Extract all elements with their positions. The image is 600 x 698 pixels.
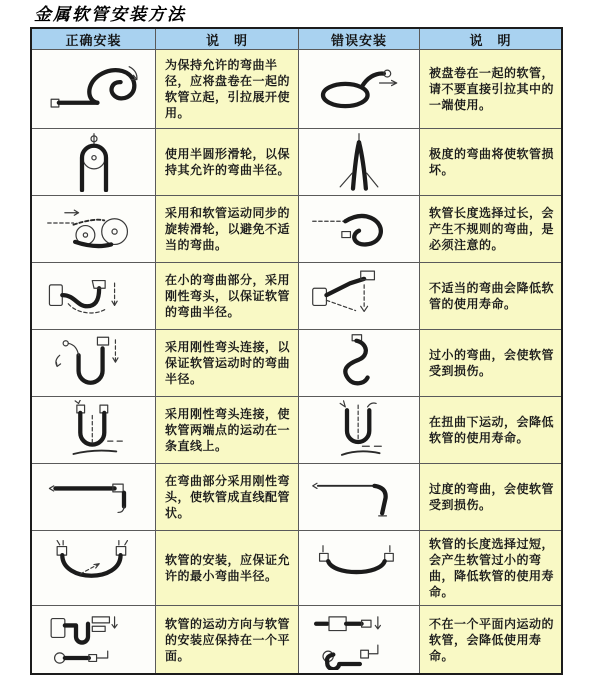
correct-description-cell [156,397,299,464]
correct-description-text: 在弯曲部分采用刚性弯头，使软管成直线配管状。 [165,474,291,520]
hose-twisted-motion-icon [303,400,415,460]
correct-diagram-cell [32,50,156,129]
wrong-description-text: 在扭曲下运动，会降低软管的使用寿命。 [429,415,555,445]
correct-description-text: 采用刚性弯头连接，以保证软管运动时的弯曲半径。 [165,340,291,386]
table-row [32,464,561,531]
wrong-diagram-cell [299,397,420,464]
correct-diagram-cell [32,129,156,196]
correct-diagram-cell [32,531,156,606]
correct-diagram-cell [32,606,156,673]
wrong-diagram-cell [299,50,420,129]
wrong-description-text: 过小的弯曲，会使软管受到损伤。 [429,348,555,378]
table-row [32,129,561,196]
table-row [32,531,561,606]
correct-diagram-cell [32,196,156,263]
hose-coil-upright-unroll-icon [38,59,150,119]
table-row [32,50,561,129]
wrong-description-text: 不适当的弯曲会降低软管的使用寿命。 [429,281,555,311]
correct-description-cell [156,129,299,196]
correct-diagram-cell [32,397,156,464]
wrong-description-cell [420,330,561,397]
hose-out-of-plane-motion-icon [303,610,415,670]
hose-rotating-pulleys-icon [38,199,150,259]
installation-methods-table [30,27,563,675]
wrong-diagram-cell [299,330,420,397]
header-description-left: 说 明 [156,29,299,50]
wrong-description-cell [420,397,561,464]
header-description-right: 说 明 [420,29,561,50]
hose-min-bend-radius-icon [38,538,150,598]
hose-rigid-elbow-connection-icon [38,333,150,393]
wrong-diagram-cell [299,263,420,330]
table-body [32,50,561,673]
correct-diagram-cell [32,464,156,531]
wrong-description-cell [420,129,561,196]
wrong-description-cell [420,531,561,606]
wrong-diagram-cell [299,531,420,606]
wrong-description-cell [420,196,561,263]
wrong-diagram-cell [299,606,420,673]
correct-description-cell [156,464,299,531]
wrong-description-text: 不在一个平面内运动的软管，会降低使用寿命。 [429,616,555,663]
correct-description-text: 采用刚性弯头连接，使软管两端点的运动在一条直线上。 [165,407,291,453]
table-row [32,397,561,464]
wrong-description-text: 过度的弯曲，会使软管受到损伤。 [429,482,555,512]
table-row [32,606,561,673]
correct-diagram-cell [32,263,156,330]
correct-description-text: 采用和软管运动同步的旋转滑轮，以避免不适当的弯曲。 [165,206,291,252]
page-title: 金属软管安装方法 [34,5,186,25]
hose-single-plane-motion-icon [38,610,150,670]
correct-description-text: 使用半圆形滑轮，以保持其允许的弯曲半径。 [165,147,291,177]
correct-diagram-cell [32,330,156,397]
wrong-diagram-cell [299,129,420,196]
table-row [32,263,561,330]
hose-excessive-bend-icon [303,467,415,527]
correct-description-text: 软管的安装，应保证允许的最小弯曲半径。 [165,553,291,583]
correct-description-text: 在小的弯曲部分，采用刚性弯头，以保证软管的弯曲半径。 [165,273,291,319]
correct-description-cell [156,263,299,330]
correct-description-cell [156,196,299,263]
hose-extreme-bend-icon [303,132,415,192]
correct-description-text: 为保持允许的弯曲半径，应将盘卷在一起的软管立起，引拉展开使用。 [165,58,291,120]
correct-description-cell [156,330,299,397]
hose-rigid-elbow-small-bend-icon [38,266,150,326]
hose-straight-piping-elbow-icon [38,467,150,527]
table-row [32,330,561,397]
hose-coil-direct-pull-icon [303,59,415,119]
table-row [32,196,561,263]
hose-too-small-bend-icon [303,333,415,393]
wrong-description-text: 被盘卷在一起的软管，请不要直接引拉其中的一端使用。 [429,66,555,112]
hose-improper-bend-icon [303,266,415,326]
hose-excess-length-loop-icon [303,199,415,259]
wrong-description-text: 软管的长度选择过短，会产生软管过小的弯曲，降低软管的使用寿命。 [429,537,555,599]
hose-endpoints-straight-line-icon [38,400,150,460]
wrong-description-cell [420,50,561,129]
wrong-description-text: 软管长度选择过长，会产生不规则的弯曲，是必须注意的。 [429,206,555,252]
correct-description-cell [156,50,299,129]
table-header-row [32,29,561,50]
wrong-description-cell [420,263,561,330]
correct-description-cell [156,606,299,673]
hose-semicircular-pulley-icon [38,132,150,192]
wrong-diagram-cell [299,196,420,263]
wrong-description-cell [420,606,561,673]
correct-description-text: 软管的运动方向与软管的安装应保持在一个平面。 [165,616,291,663]
header-wrong-installation: 错误安装 [299,29,420,50]
header-correct-installation: 正确安装 [32,29,156,50]
correct-description-cell [156,531,299,606]
wrong-description-text: 极度的弯曲将使软管损坏。 [429,147,555,177]
wrong-diagram-cell [299,464,420,531]
hose-too-short-icon [303,538,415,598]
wrong-description-cell [420,464,561,531]
